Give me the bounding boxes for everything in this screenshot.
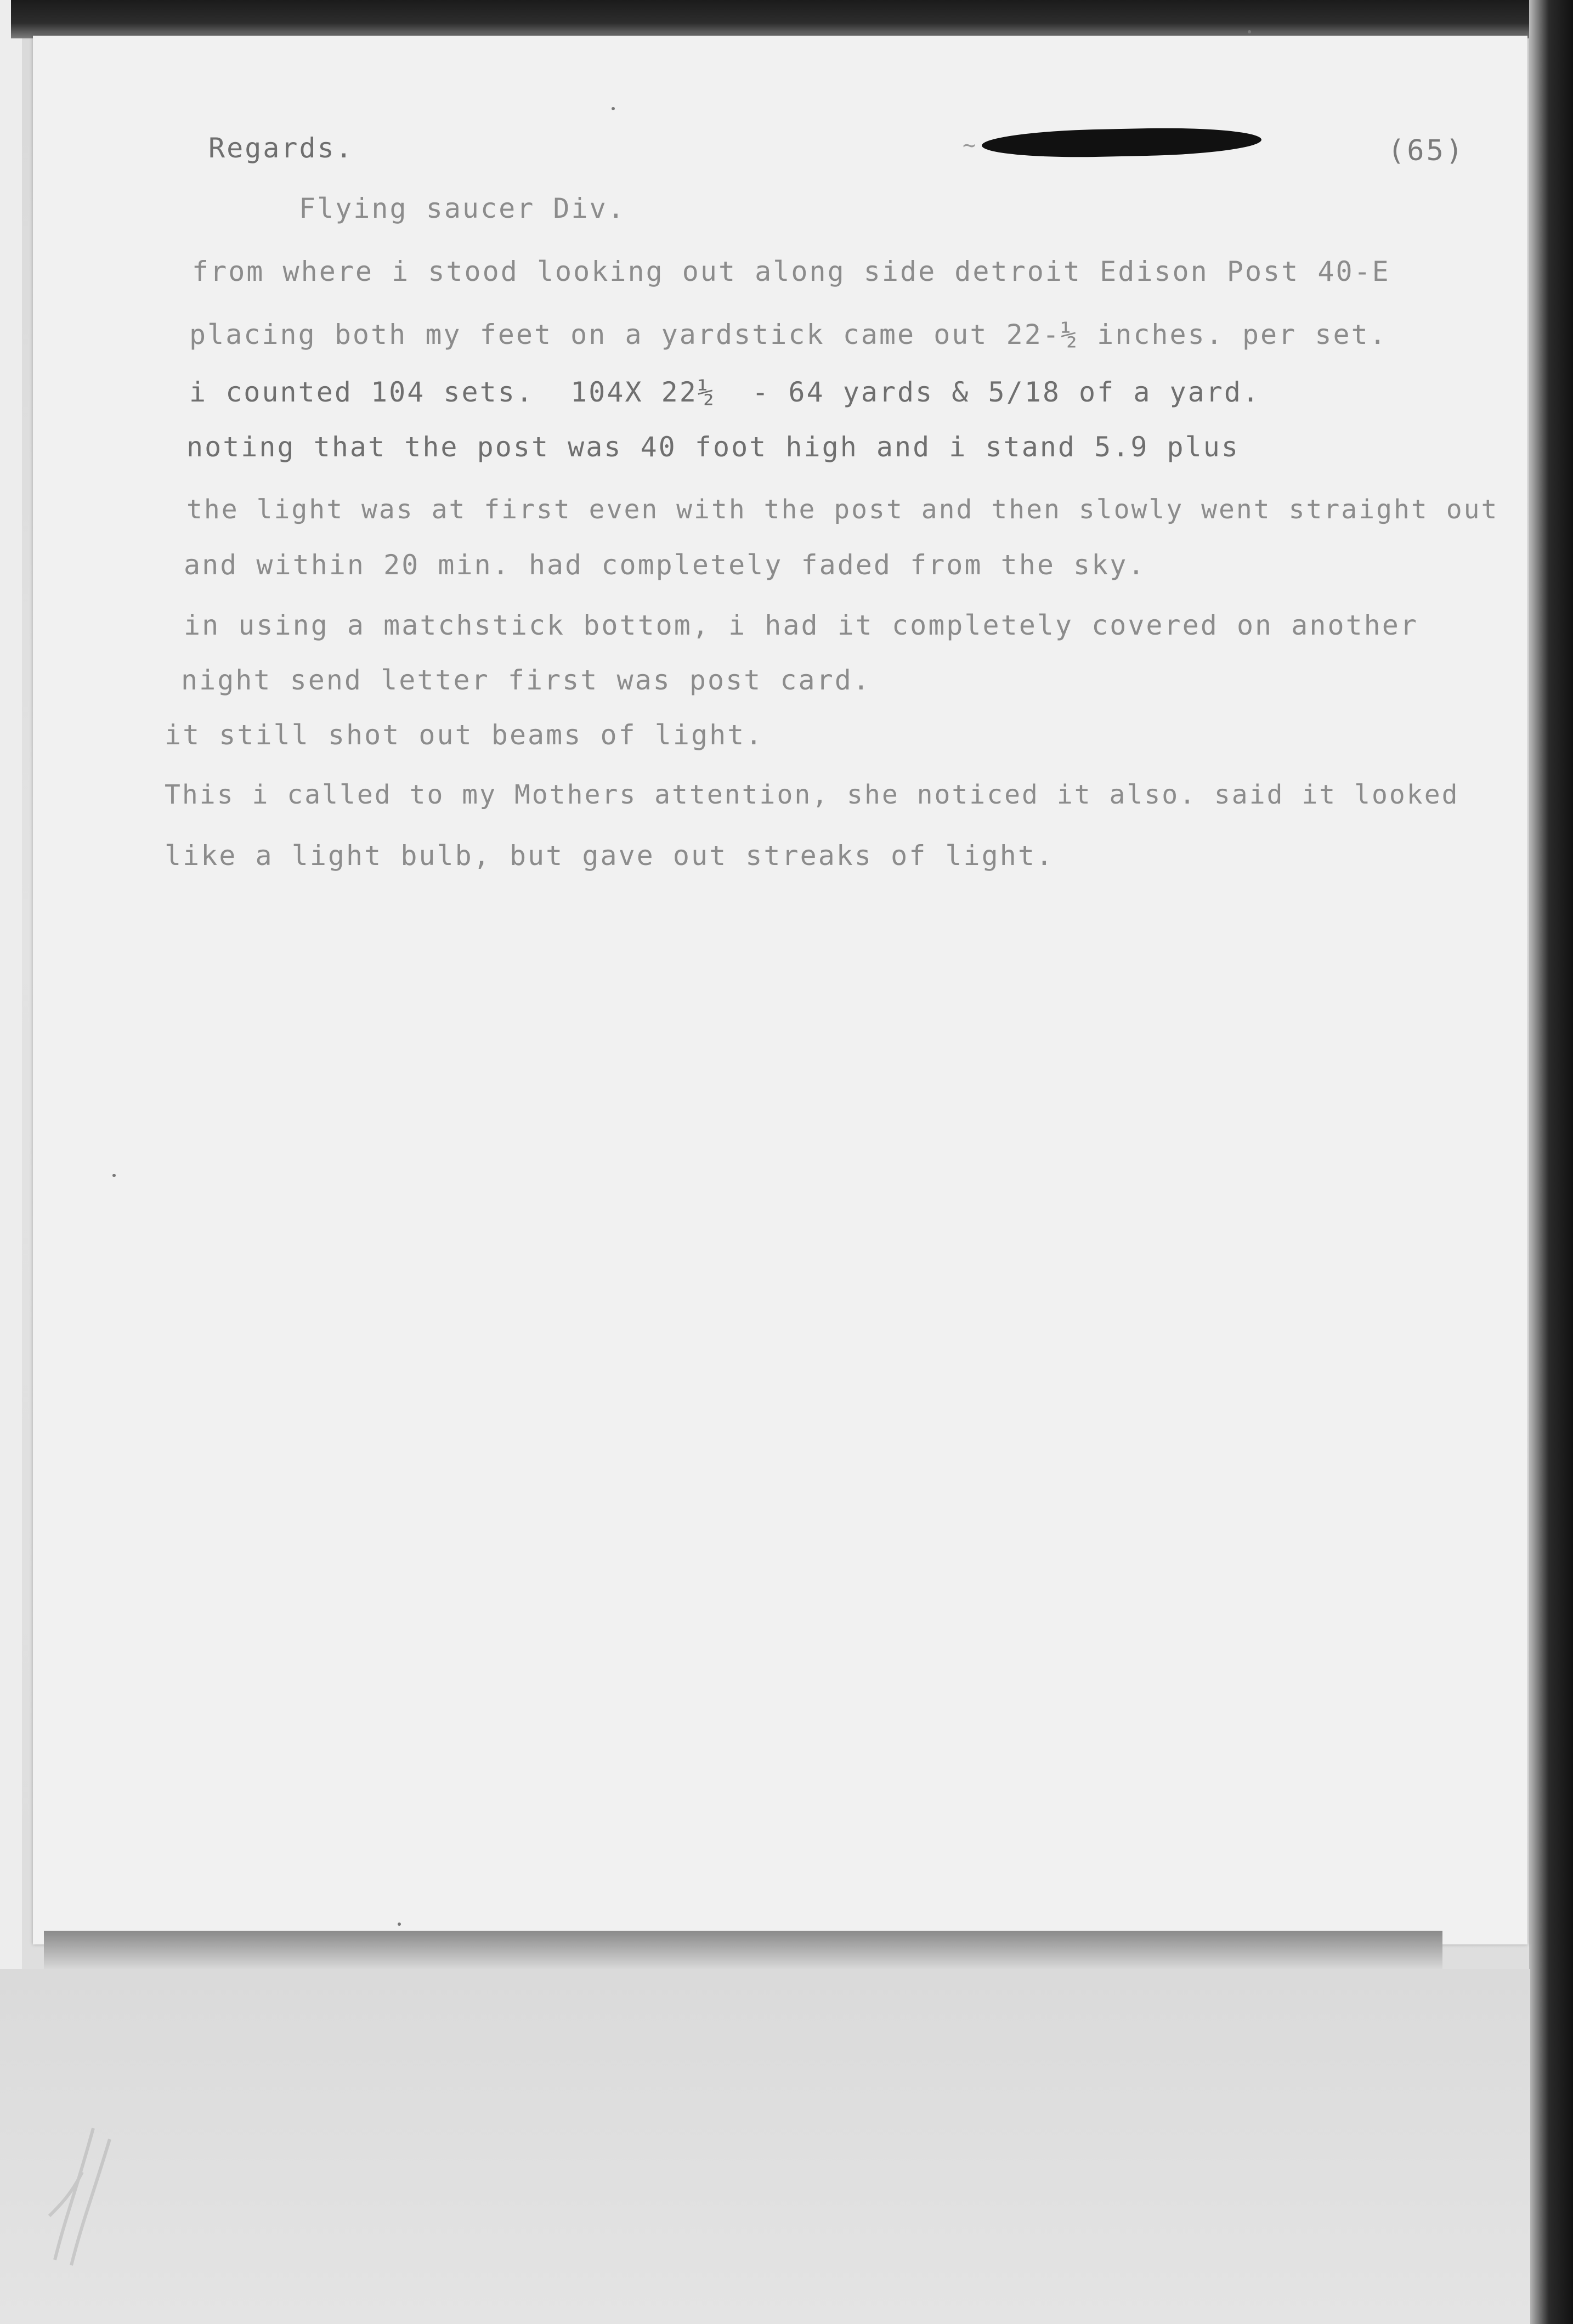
body-line-10: This i called to my Mothers attention, she noticed it also. said it looked (165, 779, 1459, 810)
page-number: (65) (1388, 134, 1466, 167)
speck-mark (112, 1174, 116, 1177)
signature-line: Flying saucer Div. (299, 193, 626, 224)
body-line-2: placing both my feet on a yardstick came out 22-½ inches. per set. (189, 319, 1388, 350)
body-line-11: like a light bulb, but gave out streaks of light. (165, 840, 1055, 872)
speck-mark (398, 1922, 401, 1926)
body-line-4: noting that the post was 40 foot high and i stand 5.9 plus (186, 431, 1240, 463)
page-bottom-shadow (44, 1931, 1442, 1969)
scan-lower-area (0, 1969, 1530, 2324)
body-line-8: night send letter first was post card. (181, 664, 871, 696)
scan-top-edge (11, 0, 1573, 38)
body-line-5: the light was at first even with the post and then slowly went straight out (186, 494, 1499, 525)
speck-mark (1248, 30, 1251, 33)
body-line-7: in using a matchstick bottom, i had it completely covered on another (184, 609, 1418, 641)
smudge-mark (44, 2106, 126, 2271)
redaction-fragment: ~ (963, 133, 976, 158)
salutation: Regards. (208, 132, 354, 164)
speck-mark (612, 107, 615, 110)
body-line-9: it still shot out beams of light. (165, 719, 764, 751)
scan-right-edge (1529, 0, 1573, 2324)
body-line-1: from where i stood looking out along side detroit Edison Post 40-E (192, 256, 1390, 287)
body-line-6: and within 20 min. had completely faded from the sky. (184, 549, 1146, 581)
body-line-3: i counted 104 sets. 104X 22½ - 64 yards & 5/18 of a yard. (189, 376, 1261, 408)
